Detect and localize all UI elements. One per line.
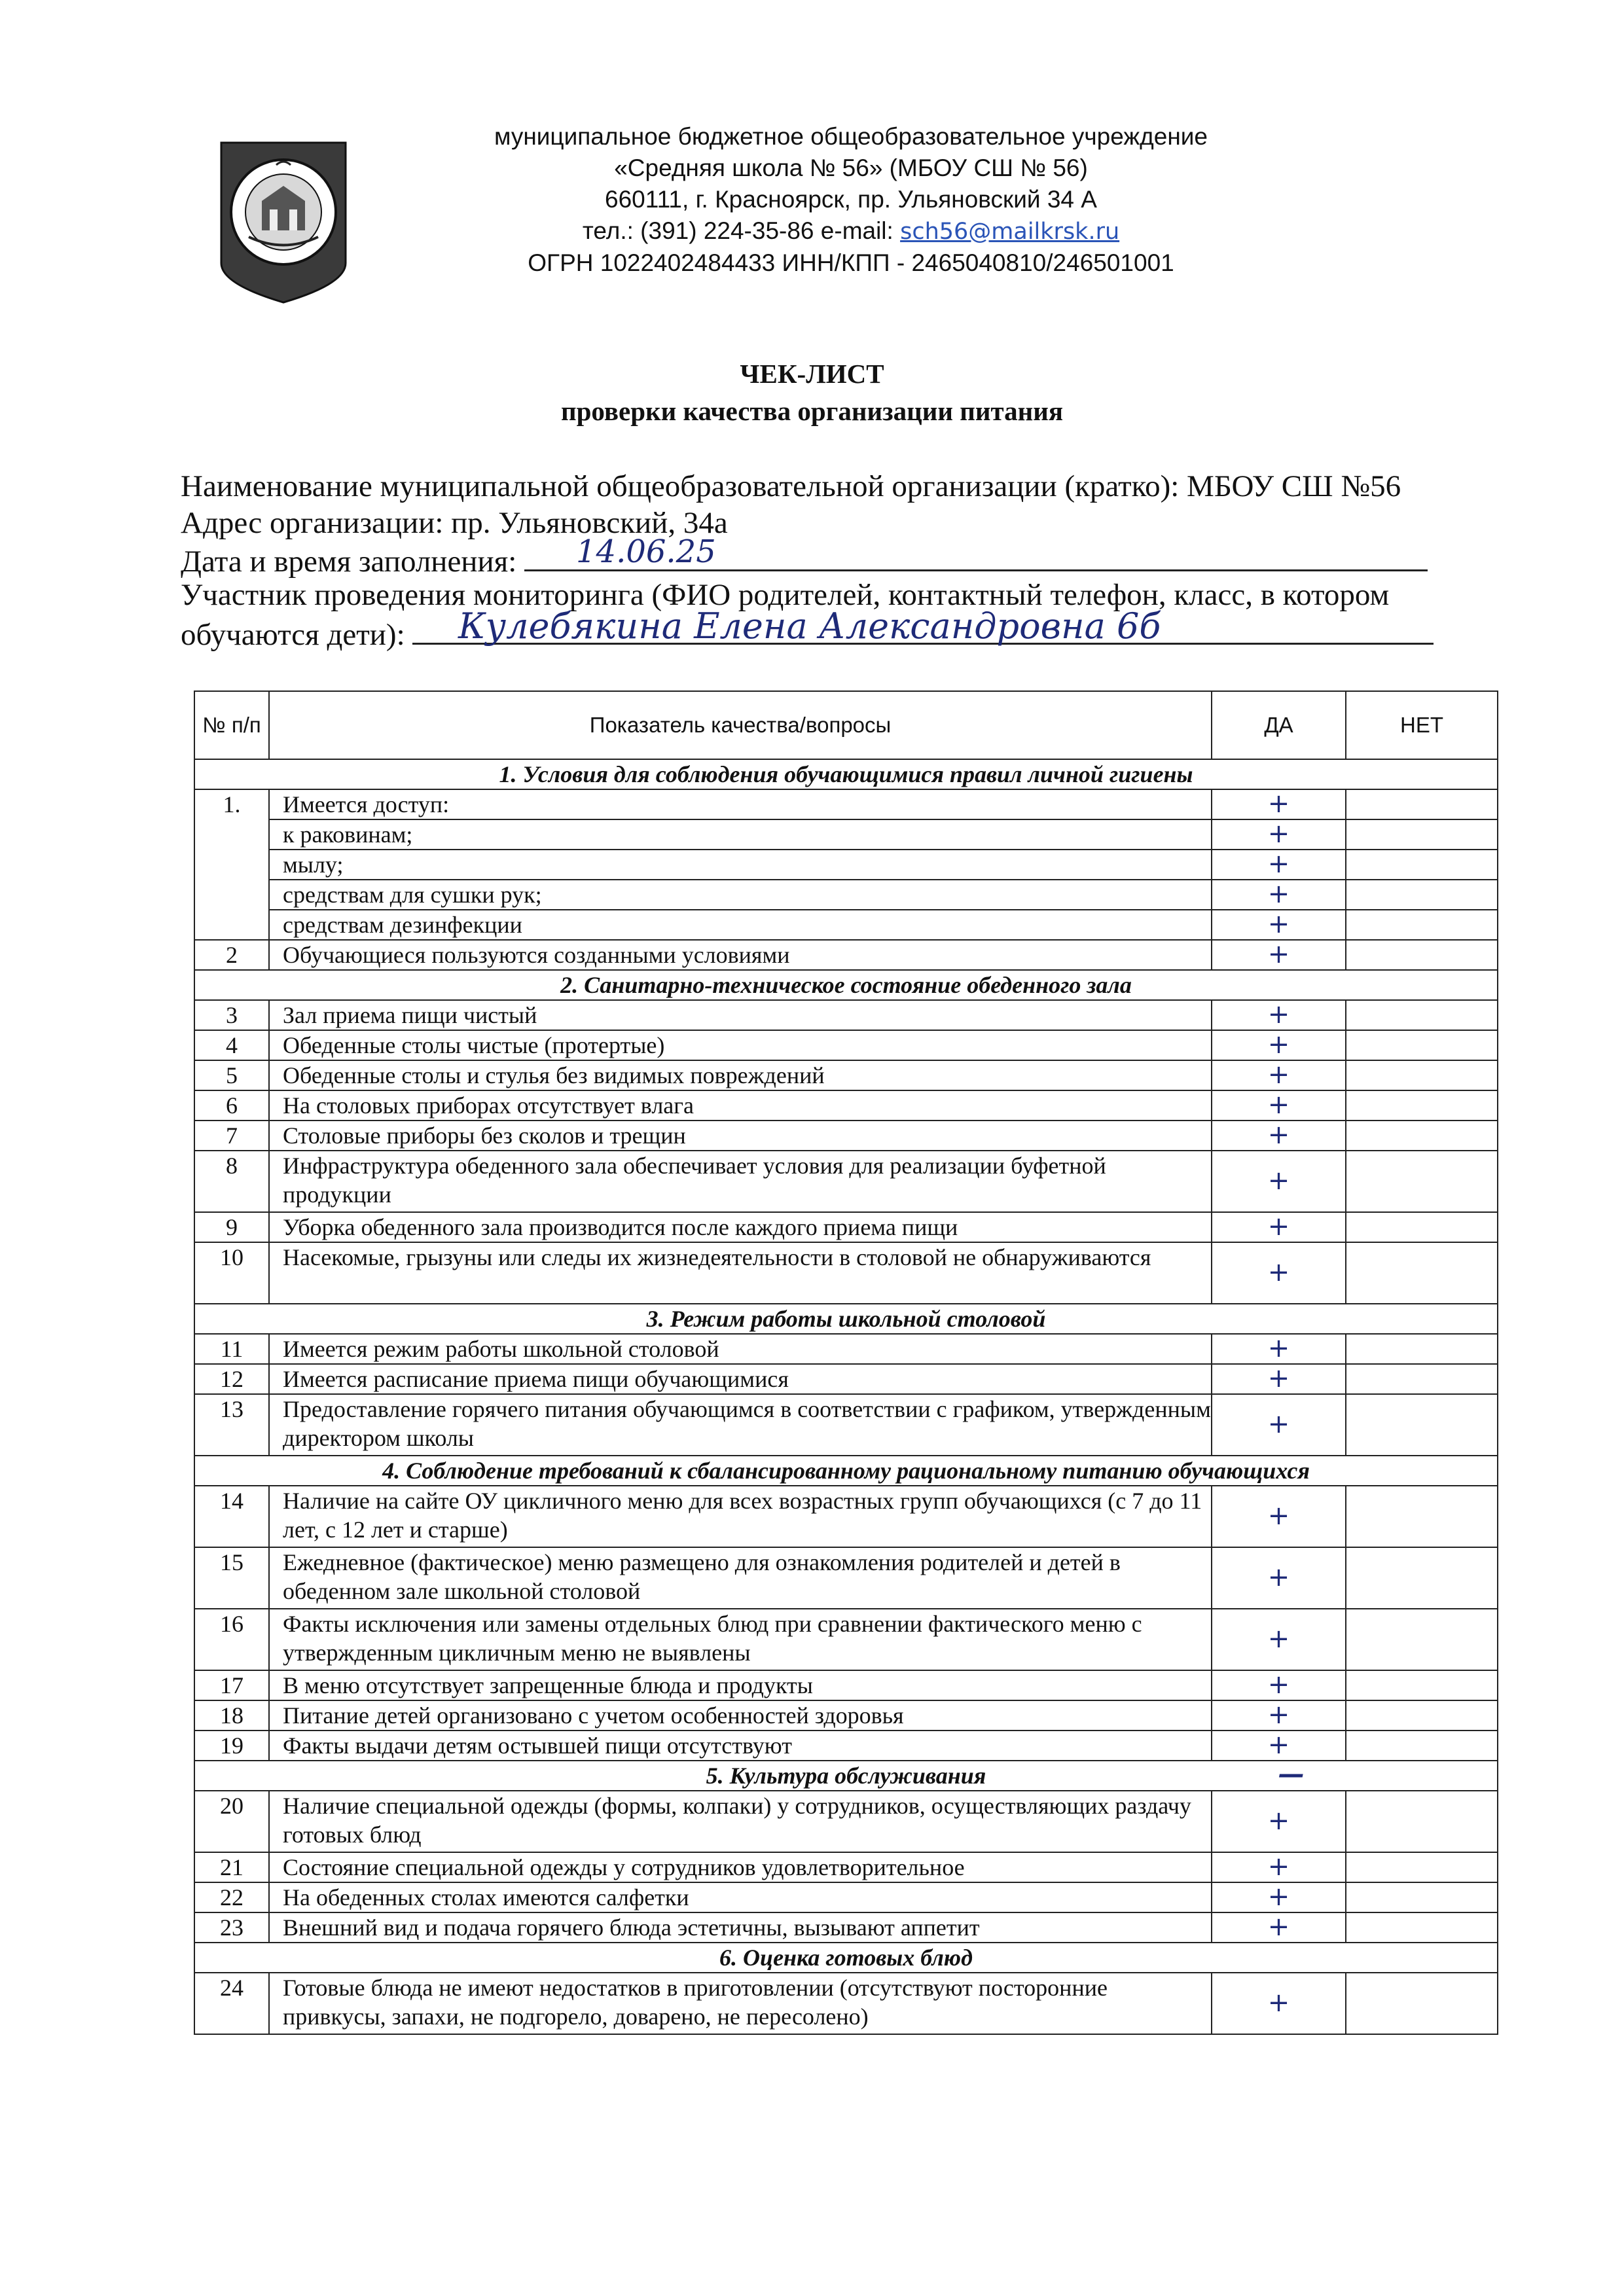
yes-cell[interactable] xyxy=(1212,1394,1346,1456)
row-question: Имеется доступ: xyxy=(269,789,1212,819)
no-cell[interactable] xyxy=(1346,1973,1498,2034)
yes-cell[interactable] xyxy=(1212,1334,1346,1364)
row-number: 18 xyxy=(194,1700,269,1731)
yes-handwritten-mark: + xyxy=(1267,1363,1290,1393)
no-cell[interactable] xyxy=(1346,1334,1498,1364)
row-number: 9 xyxy=(194,1212,269,1242)
section-title xyxy=(194,1943,1498,1973)
section-header-row xyxy=(194,1943,1498,1973)
table-row xyxy=(194,789,1498,819)
table-row xyxy=(194,1852,1498,1882)
yes-handwritten-mark: + xyxy=(1267,1211,1290,1242)
table-row xyxy=(194,1151,1498,1212)
yes-handwritten-mark: + xyxy=(1267,849,1290,879)
row-number: 16 xyxy=(194,1609,269,1670)
no-cell[interactable] xyxy=(1346,1486,1498,1547)
yes-cell[interactable] xyxy=(1212,1212,1346,1242)
section-header-row xyxy=(194,1456,1498,1486)
org-address-line: Адрес организации: пр. Ульяновский, 34а xyxy=(181,506,728,540)
yes-cell[interactable] xyxy=(1212,940,1346,970)
date-line xyxy=(181,541,1490,579)
table-row xyxy=(194,1486,1498,1547)
col-header-yes: ДА xyxy=(1212,691,1346,759)
yes-cell[interactable] xyxy=(1212,1364,1346,1394)
school-emblem xyxy=(216,139,351,305)
yes-handwritten-mark: + xyxy=(1267,1409,1290,1439)
yes-handwritten-mark: + xyxy=(1267,1806,1290,1836)
no-cell[interactable] xyxy=(1346,1912,1498,1943)
table-row xyxy=(194,1212,1498,1242)
no-cell[interactable] xyxy=(1346,880,1498,910)
table-row xyxy=(194,910,1498,940)
row-question: Наличие специальной одежды (формы, колпаки) у сотрудников, осуществляющих раздачу готовых блюд xyxy=(269,1791,1212,1852)
yes-cell[interactable] xyxy=(1212,1700,1346,1731)
no-cell[interactable] xyxy=(1346,940,1498,970)
row-question: Внешний вид и подача горячего блюда эстетичны, вызывают аппетит xyxy=(269,1912,1212,1943)
section-title-text: 6. Оценка готовых блюд xyxy=(719,1945,973,1971)
table-row xyxy=(194,1090,1498,1121)
no-cell[interactable] xyxy=(1346,1060,1498,1090)
row-question: Насекомые, грызуны или следы их жизнедеятельности в столовой не обнаруживаются xyxy=(269,1242,1212,1304)
table-row xyxy=(194,1547,1498,1609)
yes-handwritten-mark: + xyxy=(1267,1060,1290,1090)
section-title-text: 5. Культура обслуживания xyxy=(706,1763,986,1789)
yes-cell[interactable] xyxy=(1212,1609,1346,1670)
table-row xyxy=(194,880,1498,910)
participant-label-line-1: Участник проведения мониторинга (ФИО родителей, контактный телефон, класс, в котором xyxy=(181,578,1390,612)
checklist-table xyxy=(194,691,1498,2035)
no-cell[interactable] xyxy=(1346,1791,1498,1852)
row-question: В меню отсутствует запрещенные блюда и продукты xyxy=(269,1670,1212,1700)
date-handwritten-value: 14.06.25 xyxy=(576,533,716,570)
header-line-1: муниципальное бюджетное общеобразовательное учреждение xyxy=(494,123,1208,150)
no-cell[interactable] xyxy=(1346,1882,1498,1912)
no-cell[interactable] xyxy=(1346,850,1498,880)
row-question: Уборка обеденного зала производится после каждого приема пищи xyxy=(269,1212,1212,1242)
yes-cell[interactable] xyxy=(1212,1090,1346,1121)
no-cell[interactable] xyxy=(1346,1394,1498,1456)
row-number: 5 xyxy=(194,1060,269,1090)
row-number: 15 xyxy=(194,1547,269,1609)
table-row xyxy=(194,1912,1498,1943)
yes-handwritten-mark: + xyxy=(1267,1166,1290,1196)
section-title-text: 3. Режим работы школьной столовой xyxy=(646,1306,1046,1332)
row-number xyxy=(194,880,269,910)
yes-cell[interactable] xyxy=(1212,819,1346,850)
row-question: Факты исключения или замены отдельных блюд при сравнении фактического меню с утвержденным цикличным меню не выявлены xyxy=(269,1609,1212,1670)
row-number: 13 xyxy=(194,1394,269,1456)
row-number xyxy=(194,910,269,940)
yes-cell[interactable] xyxy=(1212,1670,1346,1700)
yes-cell[interactable] xyxy=(1212,789,1346,819)
row-number: 6 xyxy=(194,1090,269,1121)
row-number: 12 xyxy=(194,1364,269,1394)
no-cell[interactable] xyxy=(1346,910,1498,940)
row-number: 17 xyxy=(194,1670,269,1700)
yes-handwritten-mark: + xyxy=(1267,1912,1290,1942)
document-title: ЧЕК-ЛИСТ xyxy=(740,359,884,389)
no-cell[interactable] xyxy=(1346,1090,1498,1121)
section-title-text: 2. Санитарно-техническое состояние обеденного зала xyxy=(560,972,1132,998)
section-title-text: 4. Соблюдение требований к сбалансированному рациональному питанию обучающихся xyxy=(382,1458,1310,1484)
row-number: 22 xyxy=(194,1882,269,1912)
row-number: 11 xyxy=(194,1334,269,1364)
yes-handwritten-mark: + xyxy=(1267,1562,1290,1592)
table-row xyxy=(194,1334,1498,1364)
row-question: средствам для сушки рук; xyxy=(269,880,1212,910)
table-row xyxy=(194,1060,1498,1090)
yes-cell[interactable] xyxy=(1212,1000,1346,1030)
yes-handwritten-mark: + xyxy=(1267,789,1290,819)
table-row xyxy=(194,940,1498,970)
no-cell[interactable] xyxy=(1346,1670,1498,1700)
table-row xyxy=(194,1882,1498,1912)
row-question: Наличие на сайте ОУ цикличного меню для всех возрастных групп обучающихся (с 7 до 11 лет, с 12 лет и старше) xyxy=(269,1486,1212,1547)
table-row xyxy=(194,1609,1498,1670)
yes-handwritten-mark: + xyxy=(1267,1120,1290,1150)
row-number: 10 xyxy=(194,1242,269,1304)
date-label: Дата и время заполнения: xyxy=(181,545,517,579)
row-number: 24 xyxy=(194,1973,269,2034)
yes-handwritten-mark: + xyxy=(1267,1333,1290,1363)
row-number: 4 xyxy=(194,1030,269,1060)
document-subtitle: проверки качества организации питания xyxy=(560,396,1064,426)
yes-handwritten-mark: + xyxy=(1267,1501,1290,1531)
yes-handwritten-mark: + xyxy=(1267,939,1290,969)
table-row xyxy=(194,819,1498,850)
row-question: Факты выдачи детям остывшей пищи отсутствуют xyxy=(269,1731,1212,1761)
yes-handwritten-mark: + xyxy=(1267,999,1290,1030)
table-row xyxy=(194,1242,1498,1304)
yes-handwritten-mark: + xyxy=(1267,909,1290,939)
table-row xyxy=(194,1973,1498,2034)
table-row xyxy=(194,1791,1498,1852)
row-question: Обеденные столы чистые (протертые) xyxy=(269,1030,1212,1060)
col-header-no: НЕТ xyxy=(1346,691,1498,759)
yes-handwritten-mark: + xyxy=(1267,1090,1290,1120)
no-cell[interactable] xyxy=(1346,1151,1498,1212)
table-row xyxy=(194,1364,1498,1394)
row-number: 21 xyxy=(194,1852,269,1882)
section-header-row xyxy=(194,970,1498,1000)
section-header-row xyxy=(194,759,1498,789)
table-row xyxy=(194,1670,1498,1700)
no-cell[interactable] xyxy=(1346,789,1498,819)
yes-cell[interactable] xyxy=(1212,1121,1346,1151)
yes-cell[interactable] xyxy=(1212,1547,1346,1609)
section-header-row xyxy=(194,1304,1498,1334)
row-question: Обучающиеся пользуются созданными условиями xyxy=(269,940,1212,970)
email-link[interactable]: sch56@mailkrsk.ru xyxy=(900,219,1120,245)
row-question: средствам дезинфекции xyxy=(269,910,1212,940)
row-number: 14 xyxy=(194,1486,269,1547)
col-header-question: Показатель качества/вопросы xyxy=(269,691,1212,759)
no-cell[interactable] xyxy=(1346,1700,1498,1731)
yes-cell[interactable] xyxy=(1212,1791,1346,1852)
row-question: Имеется режим работы школьной столовой xyxy=(269,1334,1212,1364)
row-number xyxy=(194,850,269,880)
row-number: 3 xyxy=(194,1000,269,1030)
row-number: 2 xyxy=(194,940,269,970)
table-row xyxy=(194,1731,1498,1761)
row-question: Инфраструктура обеденного зала обеспечивает условия для реализации буфетной продукции xyxy=(269,1151,1212,1212)
no-cell[interactable] xyxy=(1346,1030,1498,1060)
no-cell[interactable] xyxy=(1346,1852,1498,1882)
row-number: 23 xyxy=(194,1912,269,1943)
yes-handwritten-mark: + xyxy=(1267,1988,1290,2018)
no-cell[interactable] xyxy=(1346,1212,1498,1242)
no-cell[interactable] xyxy=(1346,819,1498,850)
row-number: 1. xyxy=(194,789,269,819)
row-question: Предоставление горячего питания обучающимся в соответствии с графиком, утвержденным директором школы xyxy=(269,1394,1212,1456)
row-question: На обеденных столах имеются салфетки xyxy=(269,1882,1212,1912)
yes-cell[interactable] xyxy=(1212,1852,1346,1882)
section-title xyxy=(194,1761,1498,1791)
row-question: Готовые блюда не имеют недостатков в приготовлении (отсутствуют посторонние привкусы, запахи, не подгорело, доварено, не пересолено) xyxy=(269,1973,1212,2034)
section-title-text: 1. Условия для соблюдения обучающимися правил личной гигиены xyxy=(499,761,1193,787)
row-question: Зал приема пищи чистый xyxy=(269,1000,1212,1030)
org-name-line: Наименование муниципальной общеобразовательной организации (кратко): МБОУ СШ №56 xyxy=(181,469,1401,503)
section-title xyxy=(194,1456,1498,1486)
yes-handwritten-mark: + xyxy=(1267,1882,1290,1912)
row-question: мылу; xyxy=(269,850,1212,880)
yes-cell[interactable] xyxy=(1212,1731,1346,1761)
no-cell[interactable] xyxy=(1346,1242,1498,1304)
organization-header xyxy=(393,121,1309,279)
participant-handwritten-value: Кулебякина Елена Александровна 6б xyxy=(458,605,1161,647)
yes-handwritten-mark: + xyxy=(1267,819,1290,849)
yes-cell[interactable] xyxy=(1212,1486,1346,1547)
header-line-2: «Средняя школа № 56» (МБОУ СШ № 56) xyxy=(614,154,1088,181)
yes-cell[interactable] xyxy=(1212,1912,1346,1943)
row-question: Столовые приборы без сколов и трещин xyxy=(269,1121,1212,1151)
row-number: 19 xyxy=(194,1731,269,1761)
yes-handwritten-mark: + xyxy=(1267,1257,1290,1287)
yes-cell[interactable] xyxy=(1212,1060,1346,1090)
yes-handwritten-mark: + xyxy=(1267,1730,1290,1760)
yes-handwritten-mark: + xyxy=(1267,1670,1290,1700)
col-header-num: № п/п xyxy=(194,691,269,759)
no-cell[interactable] xyxy=(1346,1609,1498,1670)
yes-cell[interactable] xyxy=(1212,1030,1346,1060)
section-title xyxy=(194,1304,1498,1334)
no-cell[interactable] xyxy=(1346,1547,1498,1609)
table-header-row xyxy=(194,691,1498,759)
yes-cell[interactable] xyxy=(1212,1882,1346,1912)
table-row xyxy=(194,1394,1498,1456)
yes-cell[interactable] xyxy=(1212,850,1346,880)
yes-cell[interactable] xyxy=(1212,1242,1346,1304)
yes-handwritten-mark: + xyxy=(1267,1852,1290,1882)
header-line-3: 660111, г. Красноярск, пр. Ульяновский 34 А xyxy=(605,186,1097,213)
row-question: Состояние специальной одежды у сотрудников удовлетворительное xyxy=(269,1852,1212,1882)
row-question: На столовых приборах отсутствует влага xyxy=(269,1090,1212,1121)
yes-cell[interactable] xyxy=(1212,880,1346,910)
row-question: Обеденные столы и стулья без видимых повреждений xyxy=(269,1060,1212,1090)
row-question: Имеется расписание приема пищи обучающимися xyxy=(269,1364,1212,1394)
no-cell[interactable] xyxy=(1346,1364,1498,1394)
table-row xyxy=(194,1030,1498,1060)
participant-label-2: обучаются дети): xyxy=(181,618,405,652)
yes-handwritten-mark: + xyxy=(1267,1624,1290,1654)
section-title xyxy=(194,759,1498,789)
no-cell[interactable] xyxy=(1346,1121,1498,1151)
table-row xyxy=(194,850,1498,880)
table-row xyxy=(194,1000,1498,1030)
table-row xyxy=(194,1121,1498,1151)
row-question: к раковинам; xyxy=(269,819,1212,850)
yes-cell[interactable] xyxy=(1212,910,1346,940)
phone-label: тел.: (391) 224-35-86 e-mail: xyxy=(582,217,901,244)
yes-handwritten-mark: + xyxy=(1267,1700,1290,1730)
yes-cell[interactable] xyxy=(1212,1973,1346,2034)
row-question: Питание детей организовано с учетом особенностей здоровья xyxy=(269,1700,1212,1731)
no-cell[interactable] xyxy=(1346,1000,1498,1030)
header-line-5: ОГРН 1022402484433 ИНН/КПП - 2465040810/246501001 xyxy=(528,249,1174,276)
row-number: 8 xyxy=(194,1151,269,1212)
section-title xyxy=(194,970,1498,1000)
yes-handwritten-mark: + xyxy=(1267,1030,1290,1060)
row-number xyxy=(194,819,269,850)
header-line-4 xyxy=(393,215,1309,247)
table-row xyxy=(194,1700,1498,1731)
yes-handwritten-mark: + xyxy=(1267,879,1290,909)
yes-cell[interactable] xyxy=(1212,1151,1346,1212)
row-question: Ежедневное (фактическое) меню размещено для ознакомления родителей и детей в обеденном зале школьной столовой xyxy=(269,1547,1212,1609)
section-handwritten-mark: — xyxy=(1278,1759,1305,1789)
section-header-row xyxy=(194,1761,1498,1791)
no-cell[interactable] xyxy=(1346,1731,1498,1761)
row-number: 7 xyxy=(194,1121,269,1151)
row-number: 20 xyxy=(194,1791,269,1852)
